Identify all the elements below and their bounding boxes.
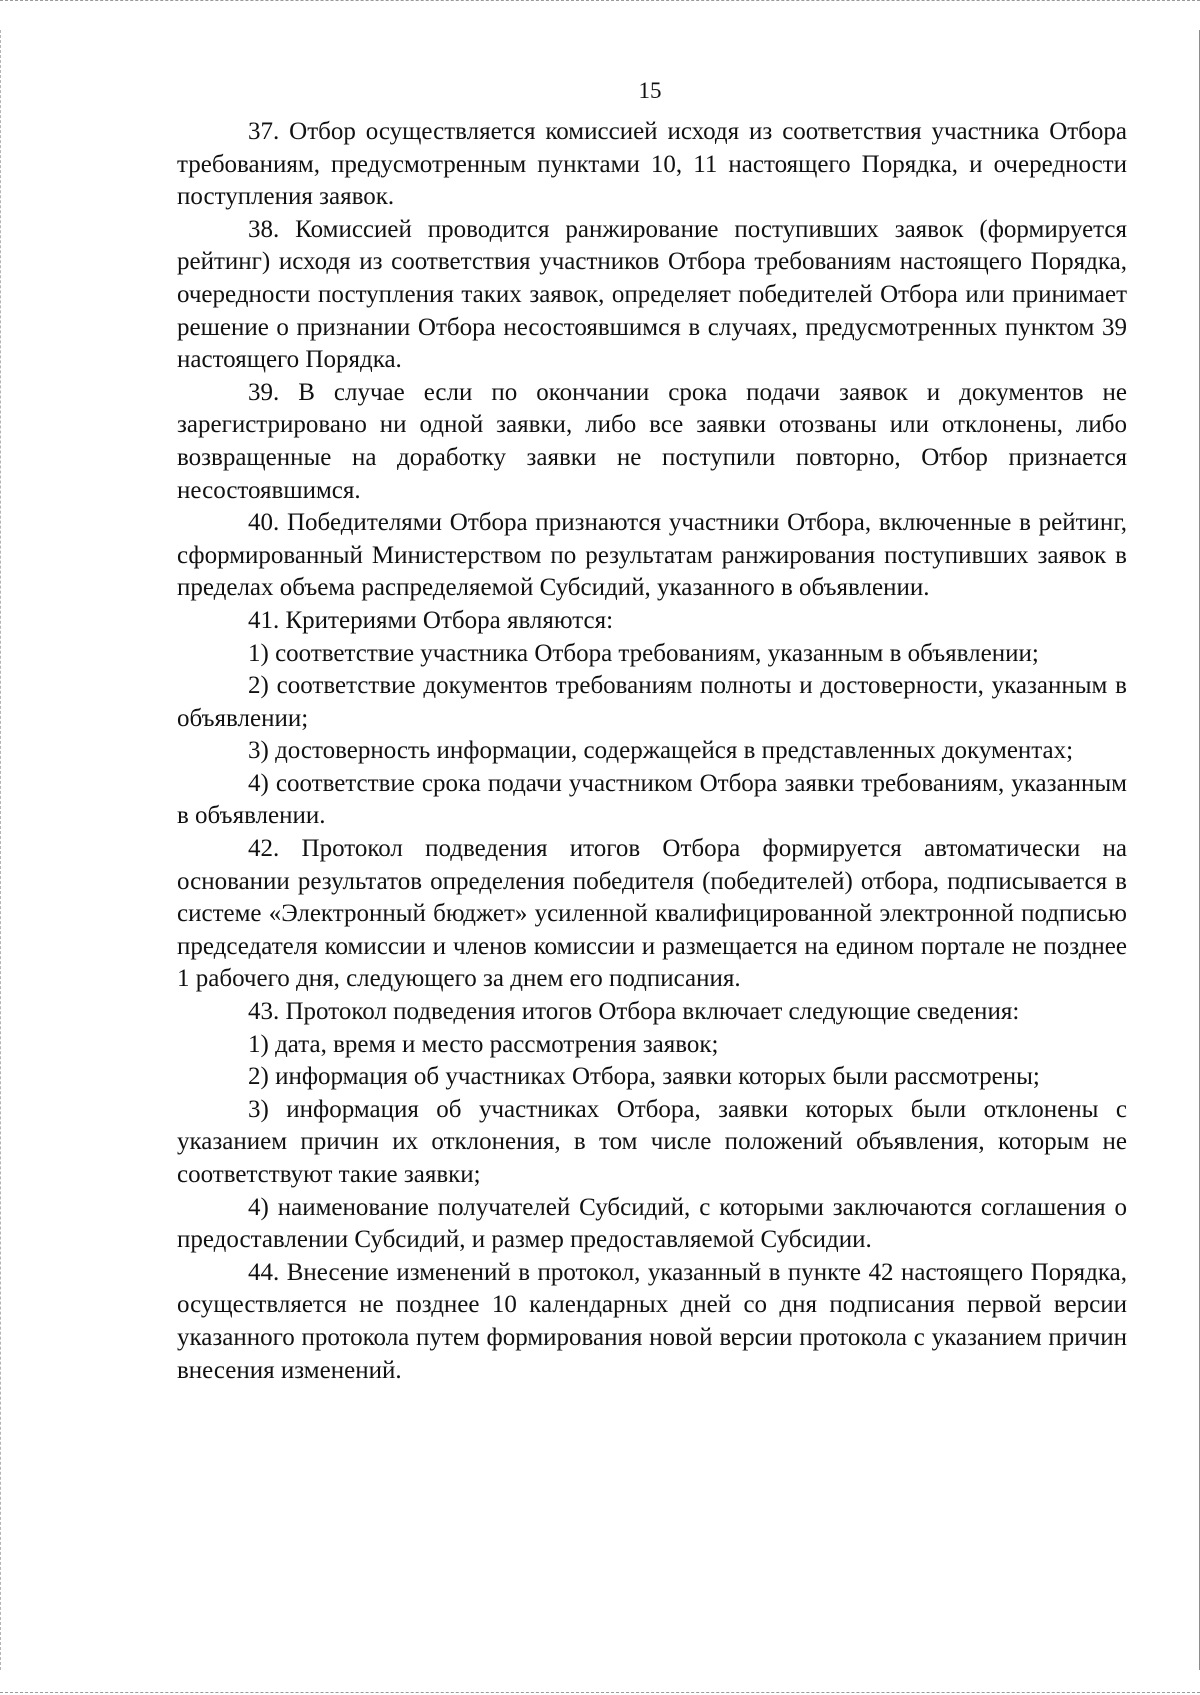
paragraph-43-item-3: 3) информация об участниках Отбора, заявки которых были отклонены с указанием причин их отклонения, в том числе положений объявления, которым не соответствуют такие заявки;	[177, 1095, 1127, 1188]
paragraph-42: 42. Протокол подведения итогов Отбора формируется автоматически на основании результатов определения победителя (победителей) отбора, подписывается в системе «Электронный бюджет» усиленной квалифицированной электронной подписью председателя комиссии и членов комиссии и размещается на едином портале не позднее 1 рабочего дня, следующего за днем его подписания.	[177, 835, 1127, 993]
paragraph-38: 38. Комиссией проводится ранжирование поступивших заявок (формируется рейтинг) исходя из соответствия участников Отбора требованиям настоящего Порядка, очередности поступления таких заявок, определяет победителей Отбора или принимает решение о признании Отбора несостоявшимся в случаях, предусмотренных пунктом 39 настоящего Порядка.	[177, 215, 1127, 374]
paragraph-41-item-2: 2) соответствие документов требованиям полноты и достоверности, указанным в объявлении;	[177, 672, 1127, 732]
paragraph-43: 43. Протокол подведения итогов Отбора включает следующие сведения:	[248, 998, 1020, 1026]
scan-edge-bottom	[0, 1690, 1200, 1693]
paragraph-43-item-4: 4) наименование получателей Субсидий, с которыми заключаются соглашения о предоставлении Субсидий, и размер предоставляемой Субсидии.	[177, 1193, 1127, 1254]
scan-edge-left	[0, 30, 3, 1670]
scan-edge-top	[0, 0, 1200, 3]
page-number: 15	[638, 78, 662, 103]
paragraph-41: 41. Критериями Отбора являются:	[248, 606, 614, 634]
paragraph-44: 44. Внесение изменений в протокол, указанный в пункте 42 настоящего Порядка, осуществляется не позднее 10 календарных дней со дня подписания первой версии указанного протокола путем формирования новой версии протокола с указанием причин внесения изменений.	[177, 1258, 1127, 1384]
paragraph-41-item-3: 3) достоверность информации, содержащейся в представленных документах;	[248, 737, 1074, 765]
document-body	[177, 116, 1127, 1387]
paragraph-43-item-1: 1) дата, время и место рассмотрения заявок;	[248, 1030, 719, 1058]
paragraph-41-item-4: 4) соответствие срока подачи участником Отбора заявки требованиям, указанным в объявлении.	[177, 769, 1127, 830]
paragraph-37: 37. Отбор осуществляется комиссией исходя из соответствия участника Отбора требованиям, предусмотренным пунктами 10, 11 настоящего Порядка, и очередности поступления заявок.	[177, 118, 1127, 211]
paragraph-41-item-1: 1) соответствие участника Отбора требованиям, указанным в объявлении;	[248, 639, 1039, 667]
paragraph-43-item-2: 2) информация об участниках Отбора, заявки которых были рассмотрены;	[248, 1063, 1040, 1091]
paragraph-40: 40. Победителями Отбора признаются участники Отбора, включенные в рейтинг, сформированный Министерством по результатам ранжирования поступивших заявок в пределах объема распределяемой Субсидий, указанного в объявлении.	[177, 509, 1127, 602]
paragraph-39: 39. В случае если по окончании срока подачи заявок и документов не зарегистрировано ни одной заявки, либо все заявки отозваны или отклонены, либо возвращенные на доработку заявки не поступили повторно, Отбор признается несостоявшимся.	[177, 378, 1127, 504]
